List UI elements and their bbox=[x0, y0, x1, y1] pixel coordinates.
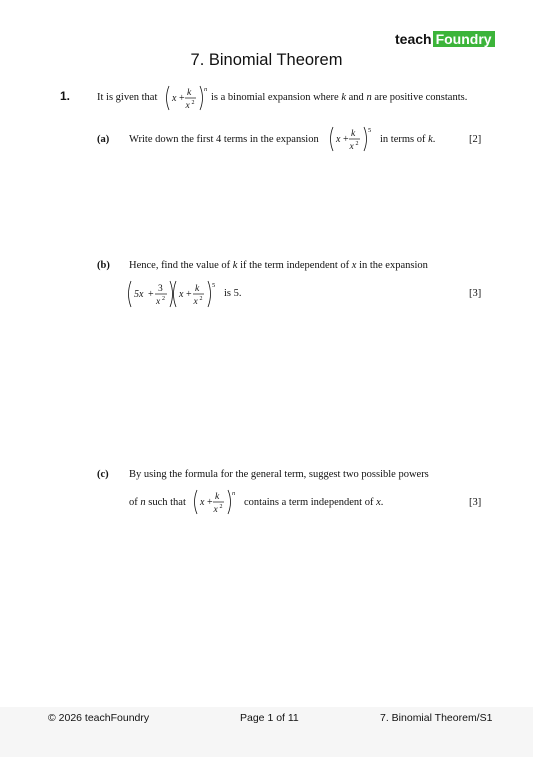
math-exp-2: 2 bbox=[355, 141, 359, 147]
part-a-label: (a) bbox=[97, 134, 110, 145]
math-exp-n: n bbox=[232, 490, 236, 497]
part-b-marks: [3] bbox=[469, 288, 482, 299]
part-a-text-after: in terms of k. bbox=[380, 134, 436, 145]
math-exp-n: n bbox=[204, 86, 208, 93]
math-k: k bbox=[187, 88, 192, 98]
question-number: 1. bbox=[60, 89, 71, 103]
expression-x-plus-k-over-x2-power-5 bbox=[327, 125, 375, 155]
part-a-text: Write down the first 4 terms in the expansion bbox=[129, 134, 319, 145]
brand-logo bbox=[395, 31, 495, 47]
math-exp-2: 2 bbox=[219, 504, 223, 510]
expression-x-plus-k-over-x2-power-n bbox=[163, 84, 211, 114]
part-c-marks: [3] bbox=[469, 497, 482, 508]
expression-x-plus-k-over-x2-power-n bbox=[191, 488, 239, 518]
math-plus: + bbox=[179, 93, 185, 104]
math-k: k bbox=[195, 284, 200, 294]
part-b-line1: Hence, find the value of k if the term independent of x in the expansion bbox=[129, 260, 428, 271]
part-c-line2-start: of n such that bbox=[129, 497, 186, 508]
question-intro-before: It is given that bbox=[97, 92, 158, 103]
math-x: x bbox=[172, 93, 177, 104]
math-plus: + bbox=[148, 289, 154, 300]
logo-text-teach: teach bbox=[395, 31, 432, 47]
math-x: x bbox=[193, 297, 198, 307]
math-x: x bbox=[185, 101, 190, 111]
math-plus: + bbox=[343, 134, 349, 145]
part-b-label: (b) bbox=[97, 260, 110, 271]
math-exp-5: 5 bbox=[368, 127, 372, 134]
math-x: x bbox=[179, 289, 184, 300]
part-a-marks: [2] bbox=[469, 134, 482, 145]
math-3: 3 bbox=[158, 284, 163, 294]
math-k: k bbox=[351, 129, 356, 139]
math-plus: + bbox=[186, 289, 192, 300]
part-b-line2: is 5. bbox=[224, 288, 242, 299]
part-c-line2-end: contains a term independent of x. bbox=[244, 497, 384, 508]
math-x: x bbox=[200, 497, 205, 508]
footer-page-number: Page 1 of 11 bbox=[240, 712, 299, 724]
math-5x: 5x bbox=[134, 289, 144, 300]
math-x: x bbox=[156, 297, 161, 307]
footer-copyright: © 2026 teachFoundry bbox=[48, 712, 150, 724]
math-x: x bbox=[336, 134, 341, 145]
math-x: x bbox=[349, 142, 354, 152]
page-title: 7. Binomial Theorem bbox=[190, 51, 343, 69]
question-intro-after: is a binomial expansion where k and n are positive constants. bbox=[211, 92, 468, 103]
math-exp-2: 2 bbox=[199, 296, 203, 302]
math-k: k bbox=[215, 492, 220, 502]
footer-reference: 7. Binomial Theorem/S1 bbox=[380, 712, 493, 724]
part-c-line1: By using the formula for the general term, suggest two possible powers bbox=[129, 469, 429, 480]
math-exp-2: 2 bbox=[191, 100, 195, 106]
part-c-label: (c) bbox=[97, 469, 109, 480]
math-exp-2: 2 bbox=[162, 296, 165, 302]
logo-text-foundry: Foundry bbox=[433, 31, 495, 47]
math-plus: + bbox=[207, 497, 213, 508]
math-x: x bbox=[213, 505, 218, 515]
math-exp-5: 5 bbox=[212, 282, 216, 289]
expression-product-5x-plus-3-over-x2-times-binomial bbox=[125, 279, 220, 311]
